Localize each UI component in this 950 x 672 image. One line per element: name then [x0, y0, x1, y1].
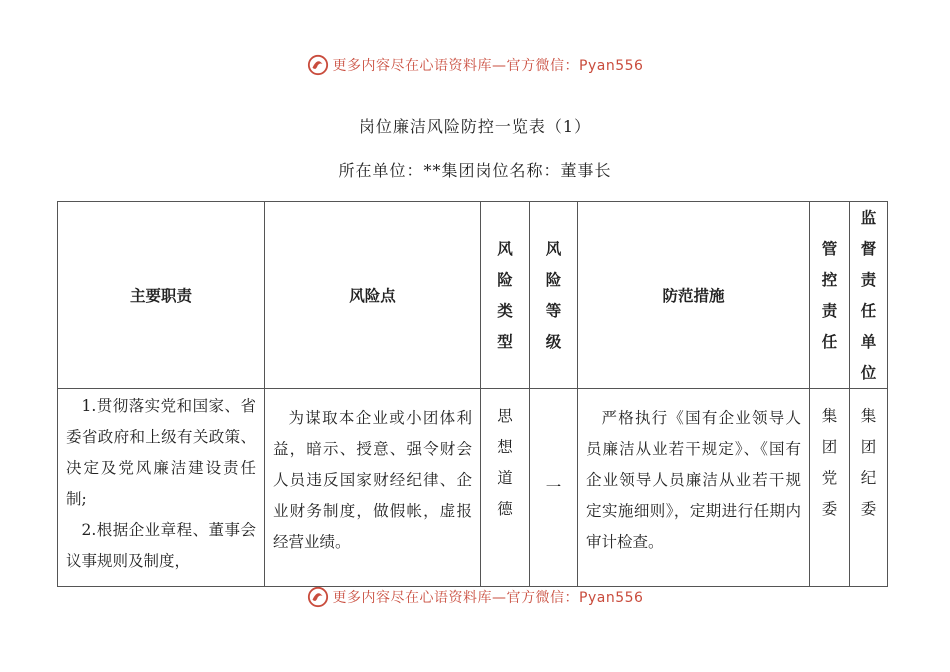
header-risk-point: 风险点 — [265, 202, 481, 389]
watermark-top — [0, 52, 950, 78]
header-duties: 主要职责 — [58, 202, 265, 389]
risk-type-text: 思想道德 — [497, 407, 513, 518]
measures-text: 严格执行《国有企业领导人员廉洁从业若干规定》、《国有企业领导人员廉洁从业若干规定实施细则》，定期进行任期内审计检查。 — [586, 409, 801, 551]
cell-risk-level: 一 — [530, 389, 578, 587]
watermark-bottom — [0, 584, 950, 610]
risk-table — [57, 201, 888, 587]
header-control — [810, 202, 850, 389]
table-row — [58, 389, 888, 587]
header-control-text: 管控责任 — [821, 239, 838, 351]
header-risk-level-text: 风险等级 — [545, 239, 562, 351]
risk-point-text: 为谋取本企业或小团体利益，暗示、授意、强令财会人员违反国家财经纪律、企业财务制度，做假帐，虚报经营业绩。 — [273, 409, 472, 551]
cell-control — [810, 389, 850, 587]
swirl-logo-icon — [307, 586, 329, 608]
duty-item-2: 2.根据企业章程、董事会议事规则及制度， — [66, 521, 256, 570]
cell-risk-type — [481, 389, 530, 587]
watermark-text: 更多内容尽在心语资料库—官方微信：Pyan556 — [332, 58, 644, 74]
cell-duties — [58, 389, 265, 587]
control-text: 集团党委 — [821, 407, 838, 518]
watermark-text: 更多内容尽在心语资料库—官方微信：Pyan556 — [332, 590, 644, 606]
header-supervision — [850, 202, 888, 389]
header-risk-type — [481, 202, 530, 389]
header-risk-level — [530, 202, 578, 389]
header-supervision-text: 监督责任单位 — [860, 208, 877, 382]
cell-measures — [578, 389, 810, 587]
document-title: 岗位廉洁风险防控一览表（1） — [358, 117, 592, 136]
swirl-logo-icon — [307, 54, 329, 76]
cell-supervision — [850, 389, 888, 587]
document-subtitle: 所在单位：**集团岗位名称：董事长 — [338, 161, 612, 180]
header-risk-type-text: 风险类型 — [497, 239, 513, 351]
duty-item-1: 1.贯彻落实党和国家、省委省政府和上级有关政策、决定及党风廉洁建设责任制; — [66, 397, 256, 508]
supervision-text: 集团纪委 — [860, 407, 877, 518]
table-header-row — [58, 202, 888, 389]
header-measures: 防范措施 — [578, 202, 810, 389]
cell-risk-point — [265, 389, 481, 587]
